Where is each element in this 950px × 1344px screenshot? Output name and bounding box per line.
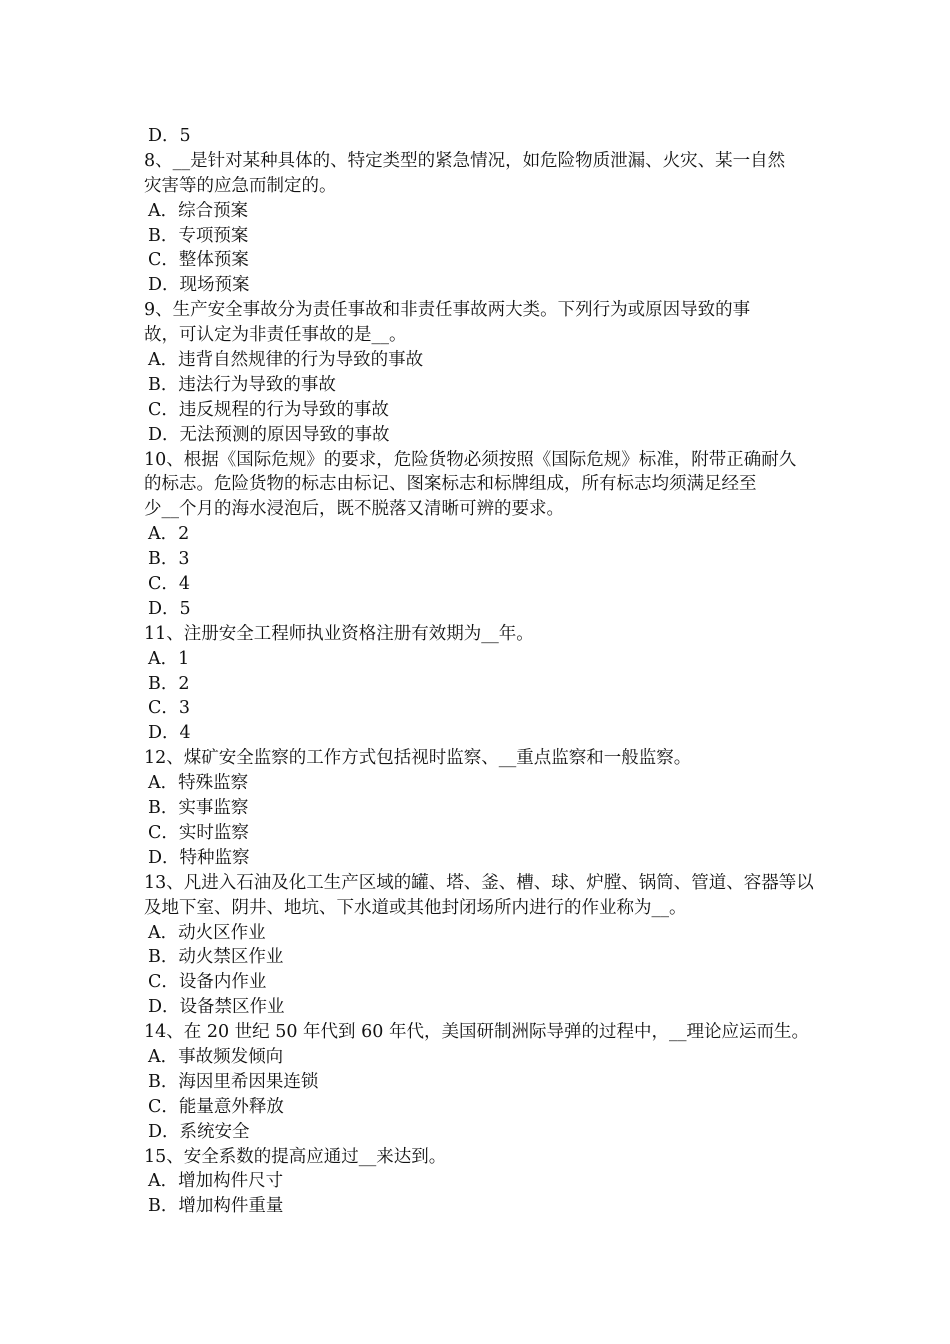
question-text: 少__个月的海水浸泡后，既不脱落又清晰可辨的要求。 bbox=[144, 499, 564, 520]
answer-option: A．2 bbox=[148, 524, 190, 545]
question-text: 12、煤矿安全监察的工作方式包括视时监察、__重点监察和一般监察。 bbox=[144, 748, 692, 769]
question-text: 故，可认定为非责任事故的是__。 bbox=[144, 325, 407, 346]
answer-option: C．4 bbox=[148, 574, 191, 595]
question-text: 11、注册安全工程师执业资格注册有效期为__年。 bbox=[144, 623, 534, 644]
answer-option: C．能量意外释放 bbox=[148, 1096, 284, 1117]
answer-option: A．特殊监察 bbox=[148, 773, 249, 794]
answer-option: C．设备内作业 bbox=[148, 972, 267, 993]
answer-option: D．5 bbox=[148, 598, 191, 619]
answer-option: A．1 bbox=[148, 648, 190, 669]
answer-option: C．3 bbox=[148, 698, 191, 719]
answer-option: B．违法行为导致的事故 bbox=[148, 374, 336, 395]
question-text: 8、__是针对某种具体的、特定类型的紧急情况，如危险物质泄漏、火灾、某一自然 bbox=[144, 150, 786, 171]
answer-option: B．专项预案 bbox=[148, 225, 249, 246]
answer-option: D．5 bbox=[148, 126, 191, 146]
answer-option: A．事故频发倾向 bbox=[148, 1046, 284, 1067]
answer-option: D．4 bbox=[148, 723, 191, 744]
answer-option: B．实事监察 bbox=[148, 798, 249, 819]
answer-option: B．海因里希因果连锁 bbox=[148, 1071, 319, 1092]
answer-option: D．特种监察 bbox=[148, 847, 250, 868]
answer-option: D．设备禁区作业 bbox=[148, 997, 285, 1018]
question-text: 13、凡进入石油及化工生产区域的罐、塔、釜、槽、球、炉膛、锅筒、管道、容器等以 bbox=[144, 872, 814, 893]
question-text: 15、安全系数的提高应通过__来达到。 bbox=[144, 1146, 447, 1167]
answer-option: C．整体预案 bbox=[148, 250, 249, 271]
question-text: 14、在 20 世纪 50 年代到 60 年代，美国研制洲际导弹的过程中，__理论应运而生。 bbox=[144, 1022, 809, 1043]
answer-option: C．违反规程的行为导致的事故 bbox=[148, 399, 389, 420]
answer-option: C．实时监察 bbox=[148, 822, 249, 843]
answer-option: B．2 bbox=[148, 673, 190, 694]
exam-text-body bbox=[144, 124, 814, 1219]
answer-option: B．动火禁区作业 bbox=[148, 947, 284, 968]
question-text: 灾害等的应急而制定的。 bbox=[144, 175, 337, 196]
answer-option: D．现场预案 bbox=[148, 275, 250, 296]
answer-option: D．系统安全 bbox=[148, 1121, 250, 1142]
question-text: 及地下室、阴井、地坑、下水道或其他封闭场所内进行的作业称为__。 bbox=[144, 897, 687, 918]
answer-option: A．综合预案 bbox=[148, 200, 249, 221]
question-text: 的标志。危险货物的标志由标记、图案标志和标牌组成，所有标志均须满足经至 bbox=[144, 474, 757, 495]
answer-option: B．3 bbox=[148, 549, 190, 570]
answer-option: A．增加构件尺寸 bbox=[148, 1171, 284, 1192]
answer-option: A．违背自然规律的行为导致的事故 bbox=[148, 350, 424, 371]
answer-option: B．增加构件重量 bbox=[148, 1196, 284, 1217]
question-text: 9、生产安全事故分为责任事故和非责任事故两大类。下列行为或原因导致的事 bbox=[144, 300, 751, 321]
question-text: 10、根据《国际危规》的要求，危险货物必须按照《国际危规》标准，附带正确耐久 bbox=[144, 449, 797, 470]
answer-option: D．无法预测的原因导致的事故 bbox=[148, 424, 390, 445]
answer-option: A．动火区作业 bbox=[148, 922, 266, 943]
